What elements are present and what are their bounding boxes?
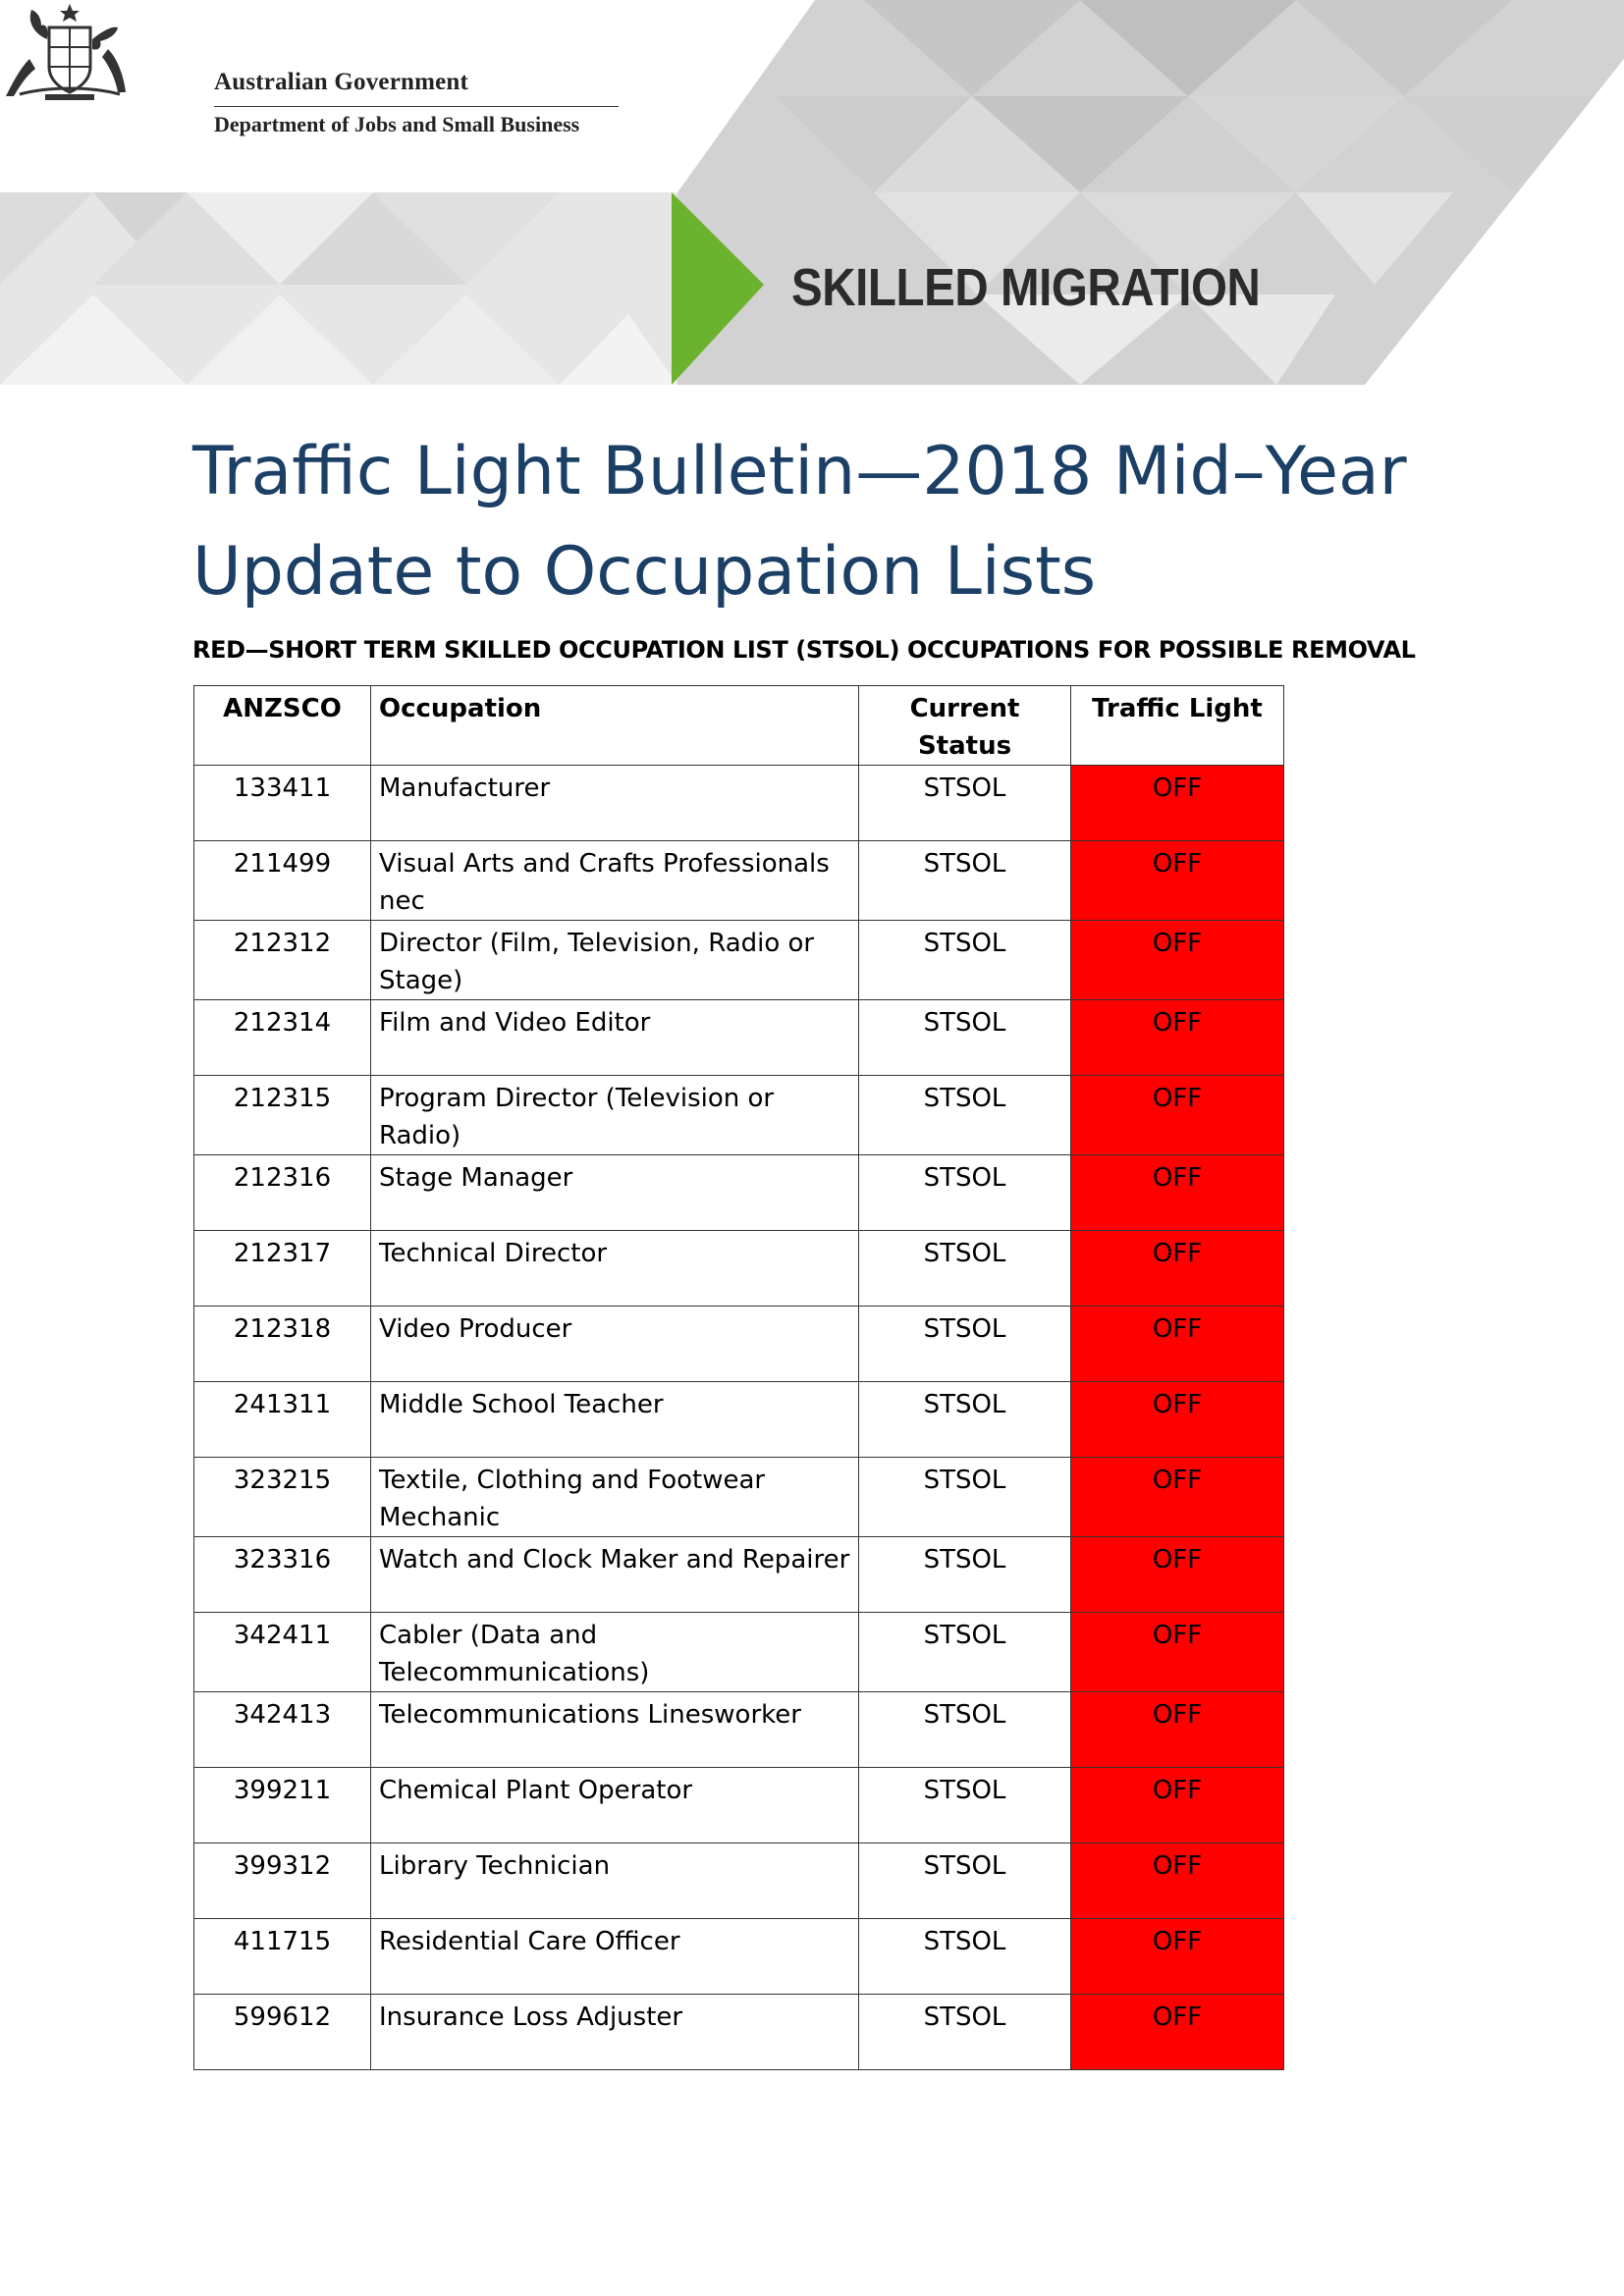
traffic-light-cell: OFF	[1071, 1155, 1284, 1231]
status-cell: STSOL	[859, 1919, 1071, 1995]
traffic-light-cell: OFF	[1071, 1231, 1284, 1307]
traffic-light-cell: OFF	[1071, 841, 1284, 921]
column-header-occupation: Occupation	[371, 686, 859, 766]
occupation-cell: Residential Care Officer	[371, 1919, 859, 1995]
anzsco-cell: 133411	[194, 766, 371, 841]
section-heading: RED—SHORT TERM SKILLED OCCUPATION LIST (STSOL) OCCUPATIONS FOR POSSIBLE REMOVAL	[192, 636, 1416, 664]
table-row	[194, 1613, 1284, 1692]
status-cell: STSOL	[859, 1537, 1071, 1613]
status-cell: STSOL	[859, 1613, 1071, 1692]
traffic-light-cell: OFF	[1071, 1843, 1284, 1919]
table-row	[194, 921, 1284, 1000]
anzsco-cell: 241311	[194, 1382, 371, 1458]
table-row	[194, 1537, 1284, 1613]
page-title: Traffic Light Bulletin—2018 Mid–Year Update to Occupation Lists	[192, 433, 1407, 611]
table-row	[194, 1843, 1284, 1919]
occupation-cell: Director (Film, Television, Radio or Stage)	[371, 921, 859, 1000]
anzsco-cell: 399211	[194, 1768, 371, 1843]
column-header-current-status: Current Status	[859, 686, 1071, 766]
coat-of-arms-icon	[0, 0, 139, 102]
anzsco-cell: 323215	[194, 1458, 371, 1537]
traffic-light-cell: OFF	[1071, 921, 1284, 1000]
occupation-cell: Film and Video Editor	[371, 1000, 859, 1076]
traffic-light-cell: OFF	[1071, 1692, 1284, 1768]
traffic-light-cell: OFF	[1071, 766, 1284, 841]
traffic-light-cell: OFF	[1071, 1382, 1284, 1458]
status-cell: STSOL	[859, 921, 1071, 1000]
occupation-cell: Watch and Clock Maker and Repairer	[371, 1537, 859, 1613]
table-row	[194, 1231, 1284, 1307]
traffic-light-cell: OFF	[1071, 1458, 1284, 1537]
table-row	[194, 1692, 1284, 1768]
status-cell: STSOL	[859, 1231, 1071, 1307]
traffic-light-cell: OFF	[1071, 1613, 1284, 1692]
occupation-cell: Insurance Loss Adjuster	[371, 1995, 859, 2070]
status-cell: STSOL	[859, 1155, 1071, 1231]
occupation-cell: Chemical Plant Operator	[371, 1768, 859, 1843]
status-cell: STSOL	[859, 1000, 1071, 1076]
status-cell: STSOL	[859, 1995, 1071, 2070]
occupation-table	[193, 685, 1284, 2070]
occupation-cell: Program Director (Television or Radio)	[371, 1076, 859, 1155]
anzsco-cell: 212312	[194, 921, 371, 1000]
occupation-cell: Middle School Teacher	[371, 1382, 859, 1458]
table-row	[194, 1382, 1284, 1458]
government-name: Australian Government	[214, 69, 469, 95]
anzsco-cell: 399312	[194, 1843, 371, 1919]
column-header-anzsco: ANZSCO	[194, 686, 371, 766]
header-banner	[0, 0, 1624, 385]
program-title: SKILLED MIGRATION	[791, 258, 1261, 317]
occupation-cell: Video Producer	[371, 1307, 859, 1382]
traffic-light-cell: OFF	[1071, 1768, 1284, 1843]
status-cell: STSOL	[859, 1692, 1071, 1768]
anzsco-cell: 212314	[194, 1000, 371, 1076]
status-cell: STSOL	[859, 1076, 1071, 1155]
table-row	[194, 1919, 1284, 1995]
traffic-light-cell: OFF	[1071, 1076, 1284, 1155]
occupation-cell: Manufacturer	[371, 766, 859, 841]
anzsco-cell: 342411	[194, 1613, 371, 1692]
logo-divider	[214, 106, 619, 107]
table-row	[194, 1000, 1284, 1076]
anzsco-cell: 212316	[194, 1155, 371, 1231]
anzsco-cell: 212315	[194, 1076, 371, 1155]
status-cell: STSOL	[859, 1382, 1071, 1458]
occupation-cell: Textile, Clothing and Footwear Mechanic	[371, 1458, 859, 1537]
department-name: Department of Jobs and Small Business	[214, 112, 580, 136]
occupation-cell: Visual Arts and Crafts Professionals nec	[371, 841, 859, 921]
banner-background	[0, 0, 1624, 385]
anzsco-cell: 212317	[194, 1231, 371, 1307]
table-row	[194, 1995, 1284, 2070]
status-cell: STSOL	[859, 1768, 1071, 1843]
table-row	[194, 1307, 1284, 1382]
anzsco-cell: 323316	[194, 1537, 371, 1613]
occupation-cell: Technical Director	[371, 1231, 859, 1307]
traffic-light-cell: OFF	[1071, 1995, 1284, 2070]
anzsco-cell: 212318	[194, 1307, 371, 1382]
status-cell: STSOL	[859, 1843, 1071, 1919]
occupation-cell: Cabler (Data and Telecommunications)	[371, 1613, 859, 1692]
anzsco-cell: 211499	[194, 841, 371, 921]
status-cell: STSOL	[859, 1458, 1071, 1537]
traffic-light-cell: OFF	[1071, 1537, 1284, 1613]
table-row	[194, 841, 1284, 921]
table-row	[194, 1076, 1284, 1155]
anzsco-cell: 342413	[194, 1692, 371, 1768]
table-row	[194, 766, 1284, 841]
anzsco-cell: 599612	[194, 1995, 371, 2070]
table-row	[194, 1768, 1284, 1843]
table-header-row	[194, 686, 1284, 766]
column-header-traffic-light: Traffic Light	[1071, 686, 1284, 766]
status-cell: STSOL	[859, 1307, 1071, 1382]
status-cell: STSOL	[859, 841, 1071, 921]
occupation-cell: Library Technician	[371, 1843, 859, 1919]
traffic-light-cell: OFF	[1071, 1307, 1284, 1382]
occupation-cell: Telecommunications Linesworker	[371, 1692, 859, 1768]
table-row	[194, 1155, 1284, 1231]
traffic-light-cell: OFF	[1071, 1919, 1284, 1995]
occupation-cell: Stage Manager	[371, 1155, 859, 1231]
status-cell: STSOL	[859, 766, 1071, 841]
traffic-light-cell: OFF	[1071, 1000, 1284, 1076]
table-row	[194, 1458, 1284, 1537]
table-body	[194, 766, 1284, 2070]
anzsco-cell: 411715	[194, 1919, 371, 1995]
